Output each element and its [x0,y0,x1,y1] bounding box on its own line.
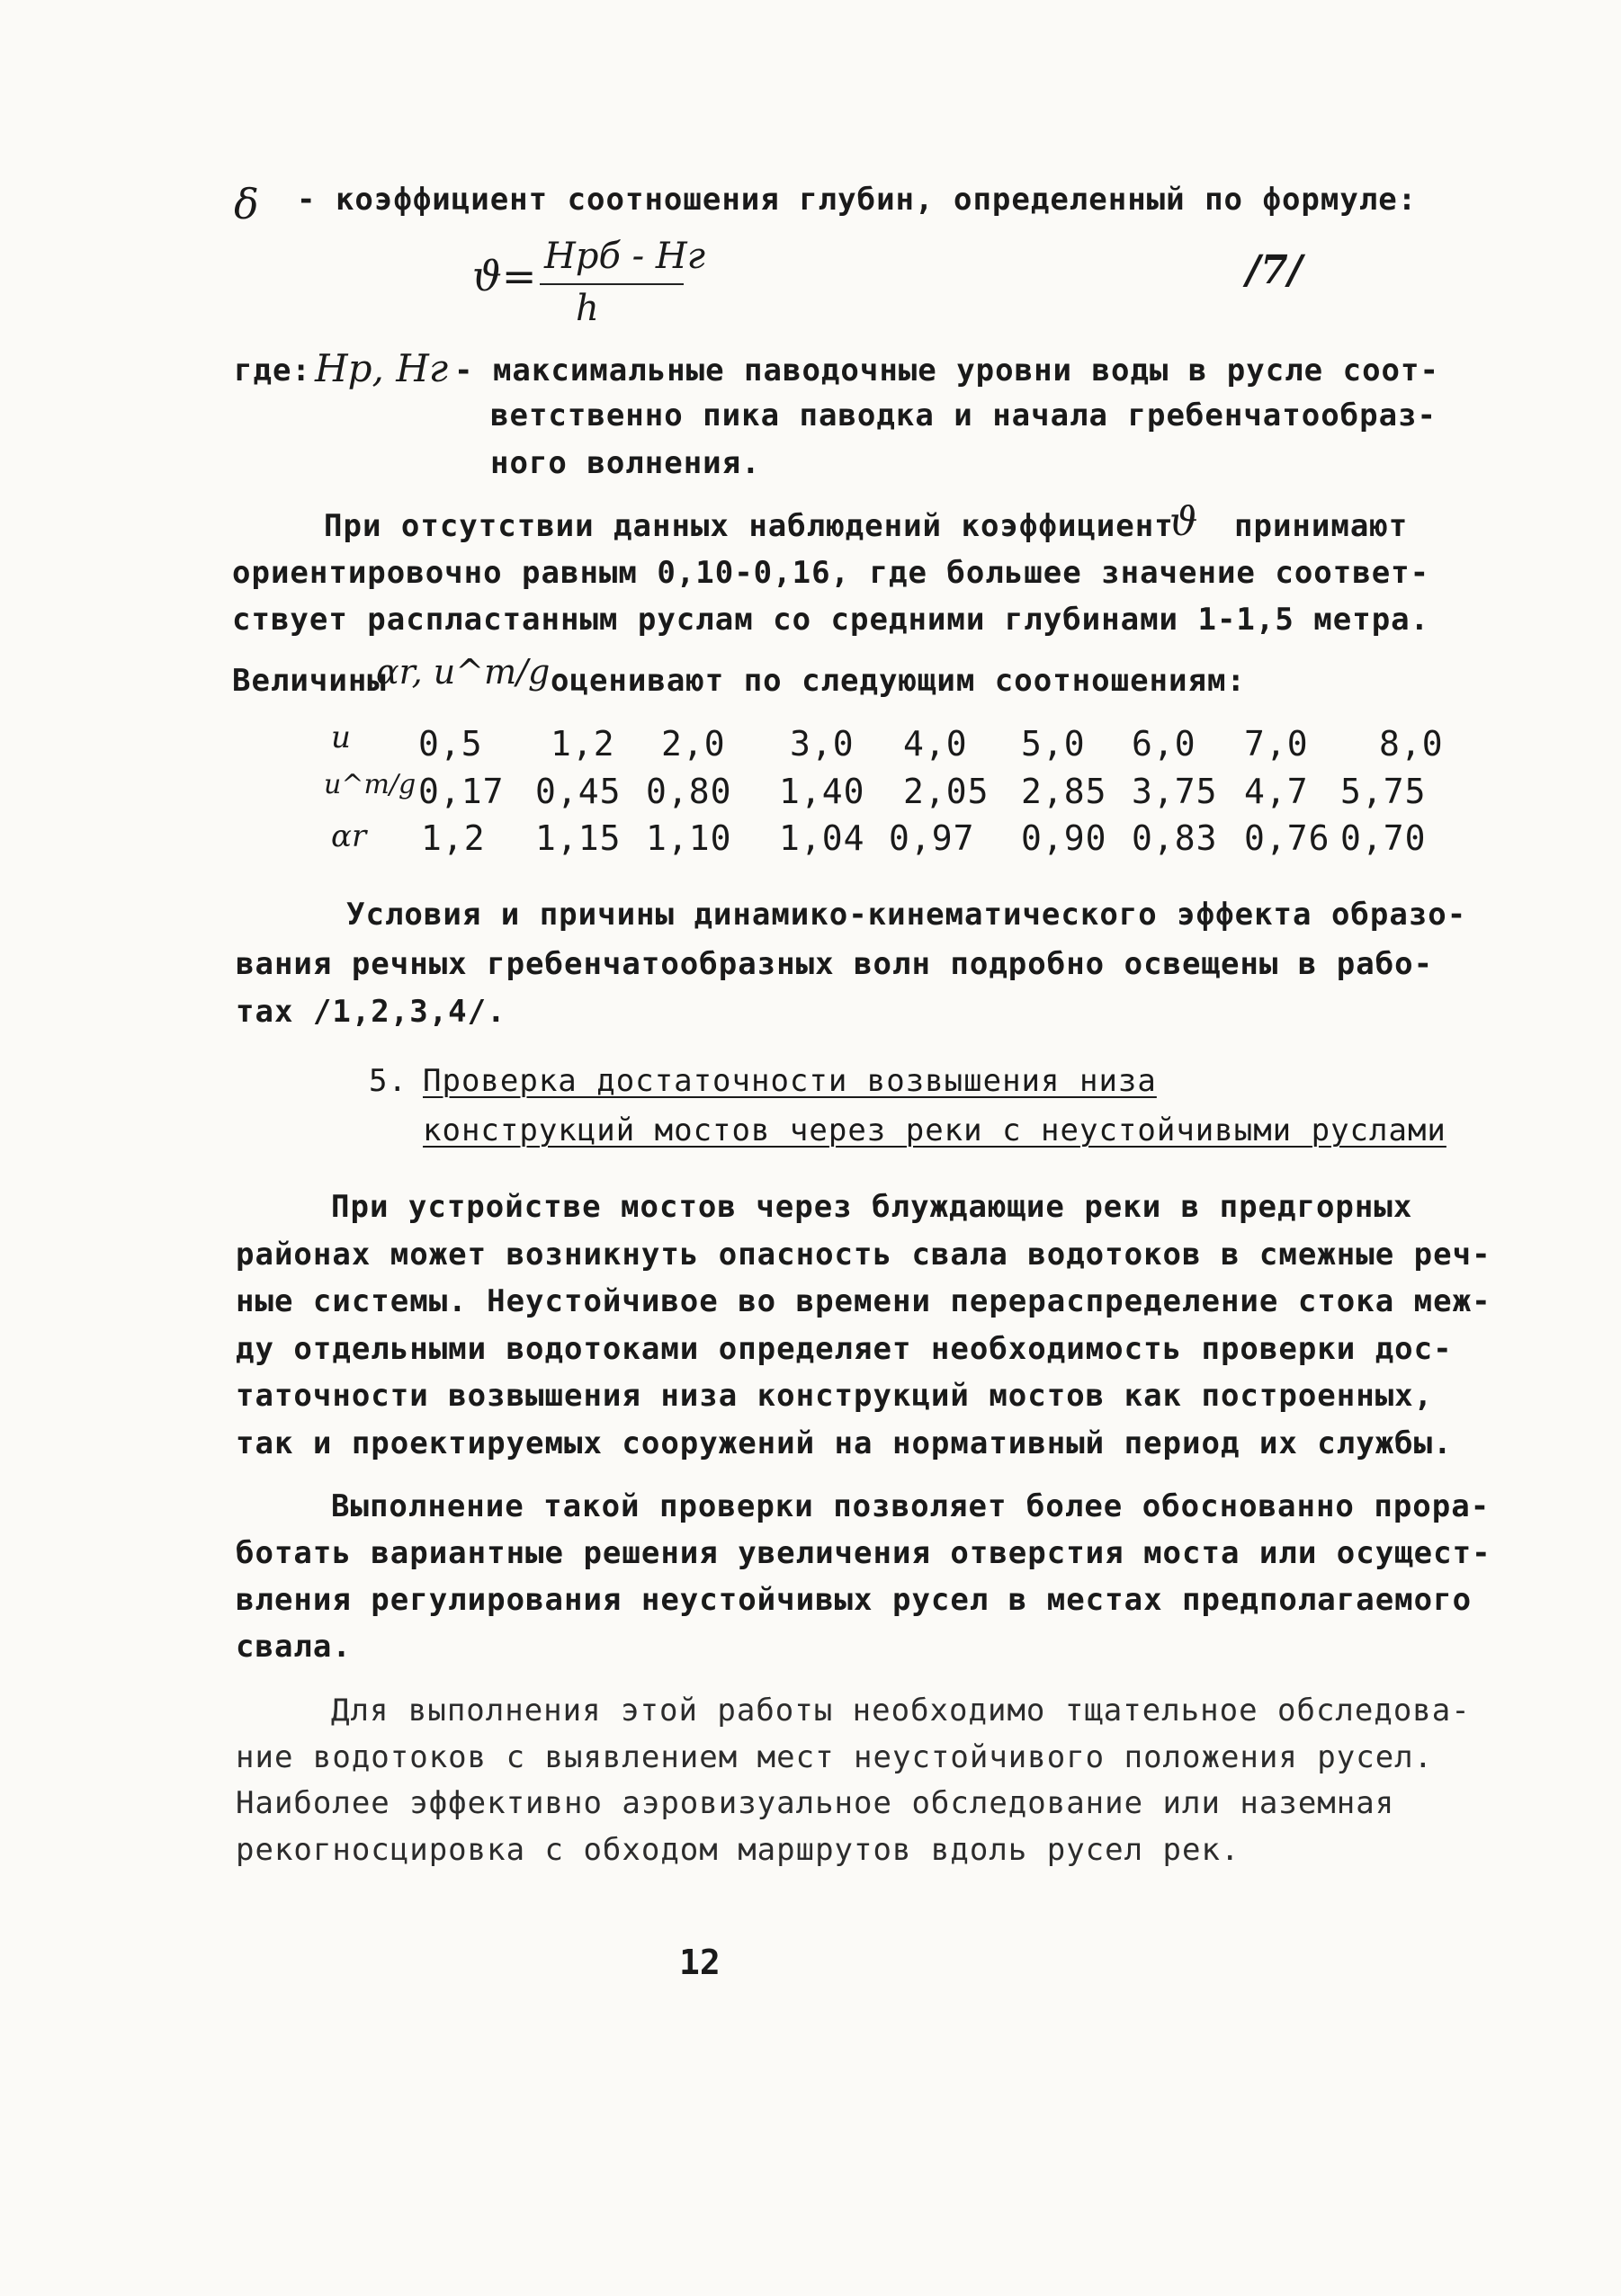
para3-line-1: При устройстве мостов через блуждающие реки в предгорных [331,1189,1413,1225]
para3-line-4: ду отдельными водотоками определяет необходимость проверки дос- [236,1331,1453,1367]
formula-number: /7/ [1246,247,1303,293]
para4-line-1: Выполнение такой проверки позволяет более обоснованно прора- [331,1488,1491,1524]
where-label: где: [234,353,311,389]
para1-line4-symbols: αr, u^m/g [376,652,551,692]
para3-line-5: таточности возвышения низа конструкций мостов как построенных, [236,1378,1434,1414]
para5-line-4: рекогносцировка с обходом маршрутов вдоль русел рек. [236,1832,1240,1868]
intro-text: - коэффициент соотношения глубин, определенный по формуле: [297,182,1418,218]
para1-line4-end: оценивают по следующим соотношениям: [551,663,1246,699]
formula-numerator: Нрб - Нг [544,236,705,277]
table-cell: 0,76 [1244,818,1330,858]
table-cell: 0,83 [1132,818,1218,858]
table-cell: 1,2 [421,818,486,858]
table-row-label-um-g: u^m/g [324,769,416,800]
table-cell: 0,45 [535,772,622,811]
table-row-label-u: u [331,719,351,755]
table-row-label-ar: αr [331,818,367,854]
table-cell: 0,5 [418,724,483,764]
para1-line3: ствует распластанным руслам со средними глубинами 1-1,5 метра. [232,602,1430,638]
table-cell: 4,7 [1244,772,1309,811]
delta-symbol: δ [234,180,259,228]
theta-symbol: ϑ [1169,499,1198,545]
table-cell: 7,0 [1244,724,1309,764]
para1-line2: ориентировочно равным 0,10-0,16, где большее значение соответ- [232,555,1430,591]
table-cell: 0,97 [889,818,975,858]
table-cell: 1,10 [646,818,732,858]
table-cell: 3,0 [790,724,855,764]
para5-line-2: ние водотоков с выявлением мест неустойчивого положения русел. [236,1739,1434,1775]
table-cell: 0,70 [1340,818,1427,858]
table-cell: 6,0 [1132,724,1196,764]
para1-line1-end: принимают [1234,508,1409,544]
para4-line-2: ботать вариантные решения увеличения отверстия моста или осущест- [236,1535,1491,1571]
table-cell: 1,40 [779,772,865,811]
formula-fraction-bar [540,283,684,285]
para3-line-6: так и проектируемых сооружений на нормативный период их службы. [236,1425,1453,1461]
para2-line-2: вания речных гребенчатообразных волн подробно освещены в рабо- [236,946,1434,982]
where-line-3: ного волнения. [490,445,761,481]
para2-line-1: Условия и причины динамико-кинематического эффекта образо- [346,897,1467,933]
table-cell: 0,17 [418,772,505,811]
where-line-2: ветственно пика паводка и начала гребенчатообраз- [490,398,1437,433]
table-cell: 3,75 [1132,772,1218,811]
formula-lhs: ϑ= [472,252,537,300]
para1-line1-start: При отсутствии данных наблюдений коэффициент [324,508,1174,544]
table-cell: 2,05 [903,772,990,811]
table-cell: 4,0 [903,724,968,764]
section-title-line-2: конструкций мостов через реки с неустойчивыми руслами [423,1112,1446,1148]
table-cell: 2,85 [1021,772,1107,811]
formula-denominator: h [576,288,599,329]
para5-line-3: Наиболее эффективно аэровизуальное обследование или наземная [236,1785,1395,1821]
table-cell: 8,0 [1379,724,1444,764]
table-cell: 0,90 [1021,818,1107,858]
para2-line-3: тах /1,2,3,4/. [236,994,506,1030]
para3-line-2: районах может возникнуть опасность свала водотоков в смежные реч- [236,1237,1491,1273]
table-cell: 1,2 [551,724,615,764]
section-title-line-1: Проверка достаточности возвышения низа [423,1063,1157,1099]
table-cell: 5,0 [1021,724,1086,764]
section-number: 5. [369,1063,407,1099]
table-cell: 1,04 [779,818,865,858]
where-line-1: - максимальные паводочные уровни воды в русле соот- [454,353,1439,389]
table-cell: 1,15 [535,818,622,858]
table-cell: 2,0 [661,724,726,764]
where-symbols: Нр, Нг [315,346,449,390]
para1-line4-start: Величины [232,663,387,699]
para3-line-3: ные системы. Неустойчивое во времени перераспределение стока меж- [236,1283,1491,1319]
page-number: 12 [679,1943,721,1982]
para5-line-1: Для выполнения этой работы необходимо тщательное обследова- [331,1693,1471,1729]
para4-line-4: свала. [236,1629,352,1665]
table-cell: 0,80 [646,772,732,811]
para4-line-3: вления регулирования неустойчивых русел в местах предполагаемого [236,1582,1473,1618]
table-cell: 5,75 [1340,772,1427,811]
